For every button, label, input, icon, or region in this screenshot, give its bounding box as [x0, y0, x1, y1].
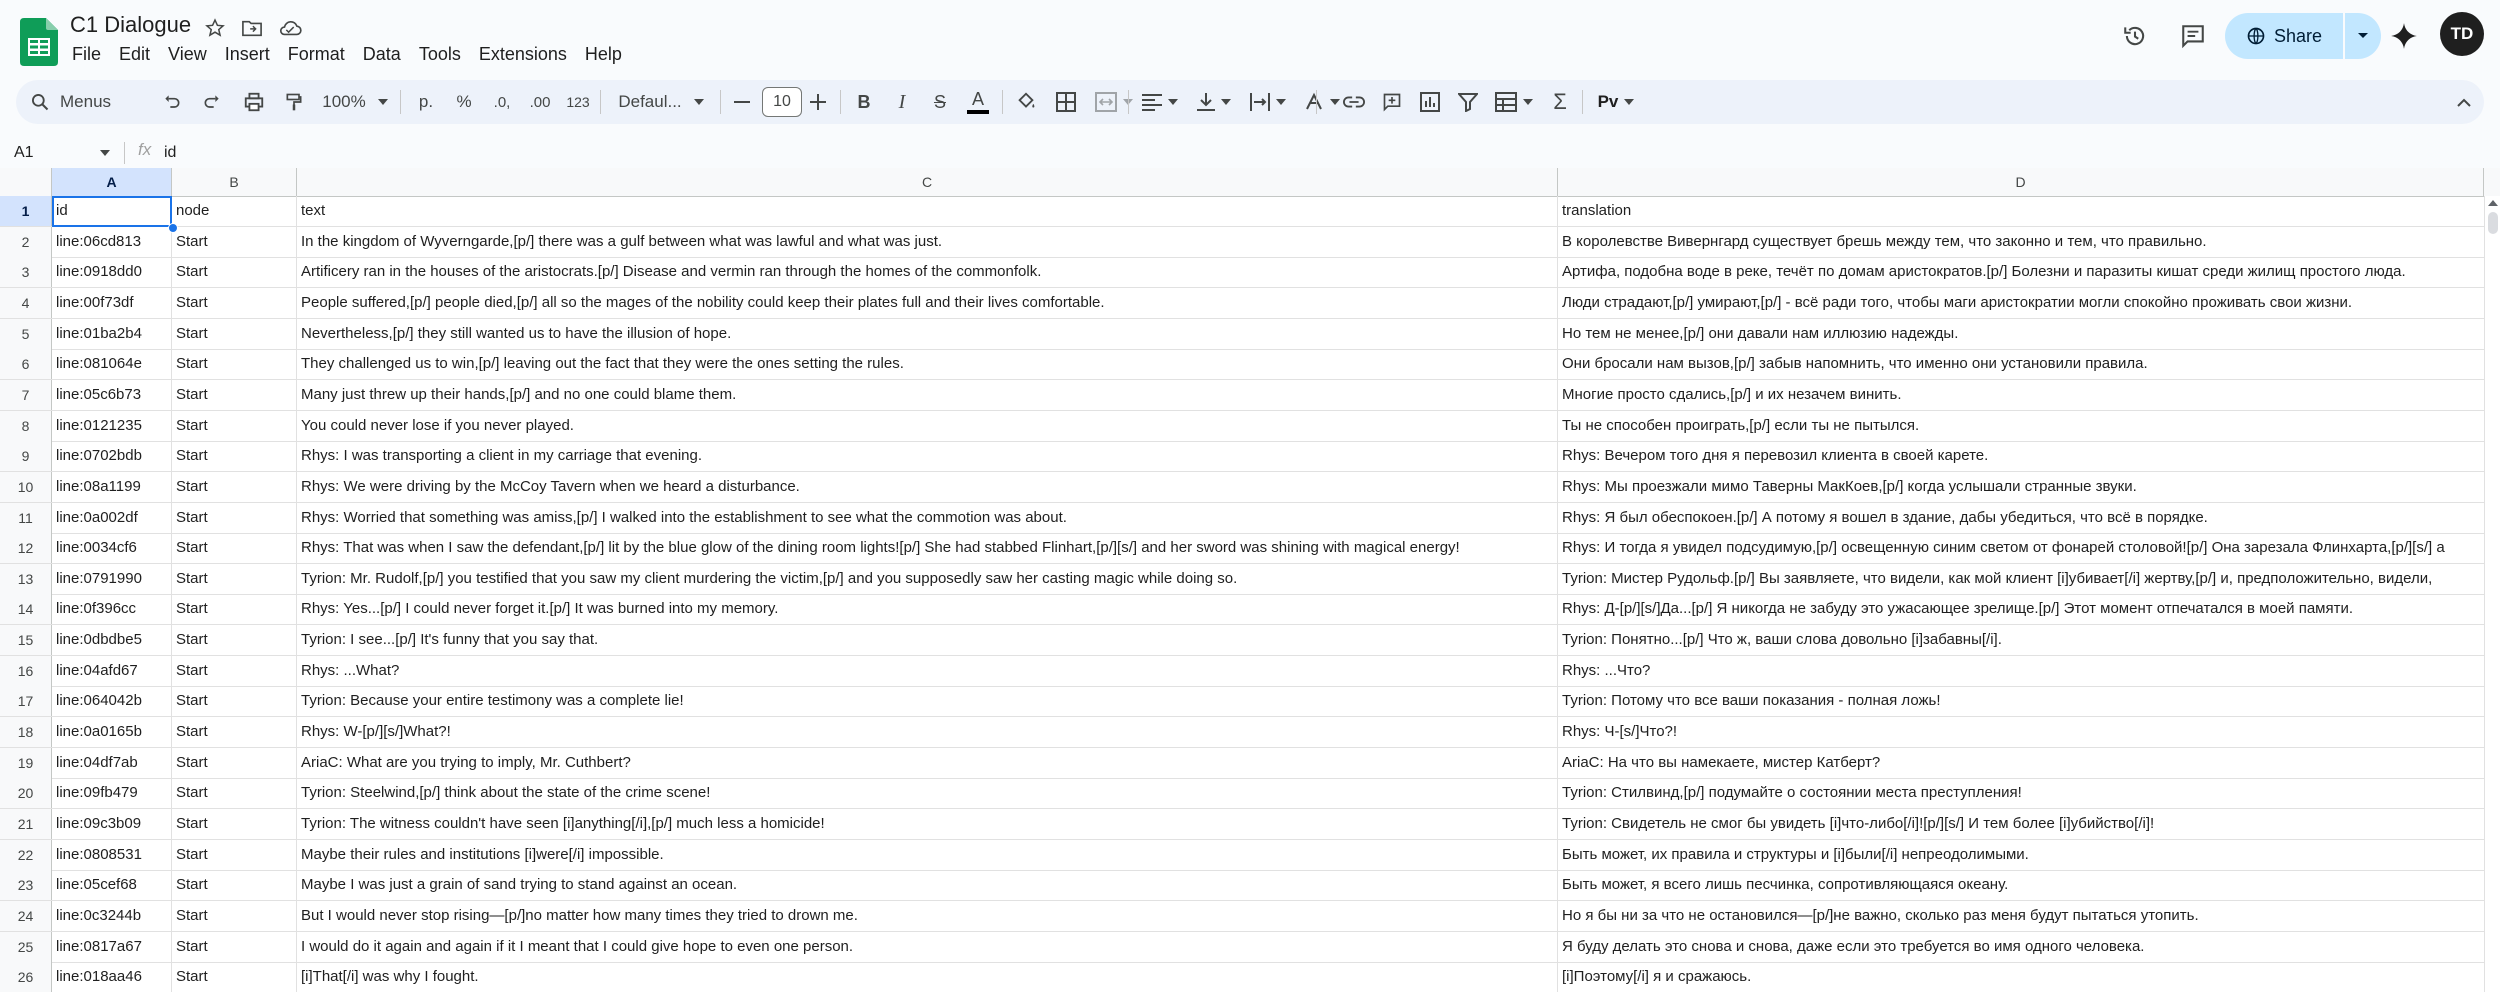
cell-text[interactable]: Many just threw up their hands,[p/] and no one could blame them.: [297, 380, 1558, 410]
cell-translation[interactable]: Многие просто сдались,[p/] и их незачем винить.: [1562, 385, 1902, 403]
table-row: [0, 962, 2484, 992]
font-family-select[interactable]: [606, 80, 716, 124]
cell-translation[interactable]: [i]Поэтому[/i] я и сражаюсь.: [1562, 968, 1752, 986]
cell-text[interactable]: AriaC: What are you trying to imply, Mr. Cuthbert?: [297, 748, 1558, 778]
toolbar-divider: [1582, 90, 1583, 114]
row-number[interactable]: 16: [0, 656, 52, 686]
cell-text[interactable]: Maybe their rules and institutions [i]were[/i] impossible.: [297, 840, 1558, 870]
table-row: [0, 686, 2484, 717]
sheets-logo-icon[interactable]: [20, 18, 58, 66]
row-number[interactable]: 14: [0, 594, 52, 624]
cell-translation[interactable]: Tyrion: Понятно...[p/] Что ж, ваши слова довольно [i]забавны[/i].: [1562, 631, 2002, 649]
cell-id[interactable]: line:06cd813: [52, 227, 172, 257]
cell-text[interactable]: Rhys: That was when I saw the defendant,[p/] lit by the blue glow of the dining room lights![p/] She had stabbed Flinhart,[p/][s/] and her sword was shining with magical energy!: [297, 533, 1558, 563]
zoom-select[interactable]: [314, 80, 396, 124]
row-number[interactable]: 3: [0, 257, 52, 287]
row-number[interactable]: 8: [0, 411, 52, 441]
toolbar: [16, 80, 2484, 124]
cell-translation[interactable]: Артифа, подобна воде в реке, течёт по домам аристократов.[p/] Болезни и паразиты кишат среди жилищ простого люда.: [1562, 263, 2406, 281]
cell-id[interactable]: line:0791990: [52, 564, 172, 594]
cell-node[interactable]: Start: [172, 932, 297, 962]
cell-id[interactable]: line:04afd67: [52, 656, 172, 686]
fill-handle[interactable]: [168, 223, 178, 233]
row-number[interactable]: 22: [0, 840, 52, 870]
row-number[interactable]: 1: [0, 196, 52, 226]
cell-text[interactable]: Maybe I was just a grain of sand trying to stand against an ocean.: [297, 870, 1558, 900]
cell-text[interactable]: You could never lose if you never played.: [297, 411, 1558, 441]
cell-node[interactable]: Start: [172, 411, 297, 441]
horizontal-align-icon[interactable]: [1132, 80, 1188, 124]
menu-data[interactable]: Data: [362, 44, 401, 64]
table-row: [0, 870, 2484, 901]
cell-node[interactable]: Start: [172, 809, 297, 839]
cell-id[interactable]: line:09fb479: [52, 778, 172, 808]
table-row: [0, 901, 2484, 932]
row-number[interactable]: 6: [0, 349, 52, 379]
cell-translation[interactable]: Быть может, их правила и структуры и [i]были[/i] непреодолимыми.: [1562, 845, 2029, 863]
cell-node[interactable]: Start: [172, 472, 297, 502]
row-number[interactable]: 20: [0, 778, 52, 808]
cell-id[interactable]: line:0a0165b: [52, 717, 172, 747]
cell-text[interactable]: People suffered,[p/] people died,[p/] all so the mages of the nobility could keep their plates full and their lives comfortable.: [297, 288, 1558, 318]
table-row: [0, 288, 2484, 319]
cell-text[interactable]: Tyrion: I see...[p/] It's funny that you say that.: [297, 625, 1558, 655]
cell-text[interactable]: Rhys: Worried that something was amiss,[p/] I walked into the establishment to see what the commotion was about.: [297, 503, 1558, 533]
caret-down-icon: [378, 99, 388, 105]
menu-file[interactable]: File: [72, 44, 102, 64]
cell-id[interactable]: line:00f73df: [52, 288, 172, 318]
formula-input[interactable]: id: [164, 144, 177, 161]
table-row: [0, 809, 2484, 840]
cell-text[interactable]: Rhys: We were driving by the McCoy Tavern when we heard a disturbance.: [297, 472, 1558, 502]
fx-icon: fx: [138, 140, 152, 159]
decrease-decimal-button[interactable]: .0,: [493, 93, 511, 111]
cell-text[interactable]: Tyrion: Mr. Rudolf,[p/] you testified that you saw my client murdering the victim,[p/] and you supposedly saw her casting magic while doing so.: [297, 564, 1558, 594]
table-row: [0, 594, 2484, 625]
formula-bar-divider: [124, 142, 125, 164]
row-number[interactable]: 21: [0, 809, 52, 839]
cell-translation[interactable]: Люди страдают,[p/] умирают,[p/] - всё ради того, чтобы маги аристократии могли спокойно проживать свои жизни.: [1562, 293, 2353, 311]
table-row: [0, 227, 2484, 258]
undo-icon[interactable]: [152, 80, 192, 124]
move-folder-icon[interactable]: [240, 16, 264, 40]
fill-color-icon[interactable]: [1006, 80, 1046, 124]
font-size-increase-icon[interactable]: [800, 80, 836, 124]
select-all-corner[interactable]: [0, 168, 52, 196]
cell-text[interactable]: Tyrion: Steelwind,[p/] think about the state of the crime scene!: [297, 778, 1558, 808]
cell-node[interactable]: node: [172, 196, 297, 226]
menu-tools[interactable]: Tools: [418, 44, 461, 64]
table-row: [0, 319, 2484, 350]
cell-text[interactable]: Rhys: Yes...[p/] I could never forget it.[p/] It was burned into my memory.: [297, 594, 1558, 624]
cell-id[interactable]: line:04df7ab: [52, 748, 172, 778]
globe-icon: [2246, 26, 2266, 46]
cell-text[interactable]: Artificery ran in the houses of the aristocrats.[p/] Disease and vermin ran through the homes of the commonfolk.: [297, 257, 1558, 287]
row-number[interactable]: 24: [0, 901, 52, 931]
cell-id[interactable]: line:01ba2b4: [52, 319, 172, 349]
table-row: [0, 472, 2484, 503]
cell-translation[interactable]: Rhys: И тогда я увидел подсудимую,[p/] освещенную синим светом от фонарей столовой![p/] Она зарезала Флинхарта,[p/][s/] а: [1562, 539, 2445, 557]
cell-translation[interactable]: Я буду делать это снова и снова, даже если это требуется во имя одного человека.: [1562, 937, 2145, 955]
row-number[interactable]: 13: [0, 564, 52, 594]
share-dropdown-button[interactable]: [2345, 13, 2381, 59]
cell-translation[interactable]: Tyrion: Мистер Рудольф.[p/] Вы заявляете, что видели, как мой клиент [i]убивает[/i] жертву,[p/] и, предположительно, видели,: [1562, 569, 2433, 587]
cell-node[interactable]: Start: [172, 870, 297, 900]
cell-node[interactable]: Start: [172, 656, 297, 686]
cell-id[interactable]: line:0121235: [52, 411, 172, 441]
cell-id[interactable]: line:0f396cc: [52, 594, 172, 624]
user-avatar[interactable]: TD: [2440, 12, 2484, 56]
row-number[interactable]: 26: [0, 962, 52, 992]
cell-id[interactable]: line:08a1199: [52, 472, 172, 502]
table-row: [0, 349, 2484, 380]
cell-node[interactable]: Start: [172, 717, 297, 747]
table-row: [0, 717, 2484, 748]
cell-translation[interactable]: В королевстве Вивернгард существует брешь между тем, что законно и тем, что правильно.: [1562, 232, 2207, 250]
row-number[interactable]: 15: [0, 625, 52, 655]
toolbar-divider: [720, 90, 721, 114]
cell-text[interactable]: I would do it again and again if it I meant that I could give hope to even one person.: [297, 932, 1558, 962]
cell-translation[interactable]: Но тем не менее,[p/] они давали нам иллюзию надежды.: [1562, 324, 1959, 342]
font-size-decrease-icon[interactable]: [724, 80, 760, 124]
document-title[interactable]: C1 Dialogue: [70, 12, 192, 37]
cell-id[interactable]: line:0dbdbe5: [52, 625, 172, 655]
caret-down-icon: [694, 99, 704, 105]
cell-text[interactable]: Tyrion: The witness couldn't have seen [i]anything[/i],[p/] much less a homicide!: [297, 809, 1558, 839]
name-box-value: A1: [14, 144, 34, 161]
toolbar-divider: [1002, 90, 1003, 114]
cell-translation[interactable]: Быть может, я всего лишь песчинка, сопротивляющаяся океану.: [1562, 876, 2009, 894]
row-number[interactable]: 9: [0, 441, 52, 471]
star-icon[interactable]: [203, 16, 227, 40]
cell-id[interactable]: line:09c3b09: [52, 809, 172, 839]
toolbar-divider: [840, 90, 841, 114]
table-row: [0, 503, 2484, 534]
cell-translation[interactable]: Tyrion: Потому что все ваши показания - полная ложь!: [1562, 692, 1941, 710]
borders-icon[interactable]: [1046, 80, 1086, 124]
version-history-icon[interactable]: [2115, 16, 2155, 56]
cell-id[interactable]: line:0918dd0: [52, 257, 172, 287]
row-number[interactable]: 18: [0, 717, 52, 747]
font-size-input[interactable]: 10: [762, 87, 802, 117]
cell-translation[interactable]: Rhys: Д-[p/][s/]Да...[p/] Я никогда не забуду это ужасающее зрелище.[p/] Этот момент отпечатался в моей памяти.: [1562, 600, 2354, 618]
cell-id[interactable]: line:0c3244b: [52, 901, 172, 931]
search-menus[interactable]: [30, 80, 150, 124]
cell-node[interactable]: Start: [172, 778, 297, 808]
print-icon[interactable]: [234, 80, 274, 124]
column-header-d[interactable]: D: [1558, 168, 2484, 196]
strikethrough-icon[interactable]: S: [933, 91, 946, 112]
cell-node[interactable]: Start: [172, 686, 297, 716]
font-size-input-wrap: [762, 80, 802, 124]
text-wrapping-icon[interactable]: [1240, 80, 1296, 124]
comments-icon[interactable]: [2173, 16, 2213, 56]
column-headers: [0, 168, 2500, 197]
row-number[interactable]: 19: [0, 748, 52, 778]
search-icon: [30, 92, 50, 112]
toolbar-divider: [1316, 90, 1317, 114]
row-number[interactable]: 11: [0, 503, 52, 533]
bold-icon[interactable]: B: [857, 91, 871, 112]
filter-icon[interactable]: [1448, 80, 1488, 124]
cell-node[interactable]: Start: [172, 564, 297, 594]
font-family-value: Defaul...: [618, 92, 682, 111]
name-box[interactable]: [14, 140, 114, 166]
menu-format[interactable]: Format: [287, 44, 345, 64]
cell-text[interactable]: In the kingdom of Wyverngarde,[p/] there was a gulf between what was lawful and what was just.: [297, 227, 1558, 257]
menu-edit[interactable]: Edit: [119, 44, 151, 64]
menu-bar: [70, 42, 631, 66]
cell-translation[interactable]: Tyrion: Свидетель не смог бы увидеть [i]что-либо[/i]![p/][s/] И тем более [i]убийство[/i]!: [1562, 815, 2155, 832]
cell-node[interactable]: Start: [172, 441, 297, 471]
cell-translation[interactable]: Tyrion: Стилвинд,[p/] подумайте о состоянии места преступления!: [1562, 784, 2022, 802]
scroll-up-icon[interactable]: [2488, 200, 2498, 206]
cell-id[interactable]: line:081064e: [52, 349, 172, 379]
table-row: [0, 380, 2484, 411]
cell-text[interactable]: Tyrion: Because your entire testimony was a complete lie!: [297, 686, 1558, 716]
hide-menus-chevron-up-icon[interactable]: [2444, 80, 2484, 124]
functions-icon[interactable]: Σ: [1553, 89, 1567, 114]
cell-translation[interactable]: Они бросали нам вызов,[p/] забыв напомнить, что именно они установили правила.: [1562, 355, 2148, 373]
cell-node[interactable]: Start: [172, 748, 297, 778]
toolbar-divider: [600, 90, 601, 114]
cell-id[interactable]: line:05c6b73: [52, 380, 172, 410]
cell-translation[interactable]: Rhys: ...Что?: [1562, 661, 1651, 679]
row-number[interactable]: 4: [0, 288, 52, 318]
cell-translation[interactable]: Rhys: Вечером того дня я перевозил клиента в своей карете.: [1562, 447, 1989, 465]
cell-translation[interactable]: Но я бы ни за что не остановился—[p/]не важно, сколько раз меня будут пытаться утопить.: [1562, 906, 2199, 924]
table-row: [0, 656, 2484, 687]
toolbar-divider: [400, 90, 401, 114]
table-row: [0, 748, 2484, 779]
paint-format-icon[interactable]: [274, 80, 314, 124]
format-percent-button[interactable]: %: [456, 92, 472, 111]
table-row: [0, 441, 2484, 472]
cell-text[interactable]: But I would never stop rising—[p/]no matter how many times they tried to drown me.: [297, 901, 1558, 931]
cell-node[interactable]: Start: [172, 840, 297, 870]
vertical-align-icon[interactable]: [1186, 80, 1242, 124]
cell-translation[interactable]: Rhys: Мы проезжали мимо Таверны МакКоев,[p/] когда услышали странные звуки.: [1562, 477, 2137, 495]
table-row: [0, 625, 2484, 656]
row-number[interactable]: 5: [0, 319, 52, 349]
cell-node[interactable]: Start: [172, 594, 297, 624]
cell-text[interactable]: Rhys: I was transporting a client in my carriage that evening.: [297, 441, 1558, 471]
cell-translation[interactable]: Ты не способен проиграть,[p/] если ты не пытылся.: [1562, 416, 1920, 434]
vertical-scrollbar[interactable]: [2484, 196, 2500, 992]
menu-view[interactable]: View: [168, 44, 207, 64]
cell-text[interactable]: [i]That[/i] was why I fought.: [297, 962, 1558, 992]
share-button[interactable]: [2225, 13, 2343, 59]
cell-id[interactable]: line:05cef68: [52, 870, 172, 900]
text-color-icon[interactable]: A: [958, 80, 998, 124]
cell-translation[interactable]: Rhys: Ч-[s/]Что?!: [1562, 723, 1678, 741]
scrollbar-thumb[interactable]: [2488, 212, 2498, 234]
gemini-icon[interactable]: [2384, 16, 2424, 56]
filter-views-icon[interactable]: [1486, 80, 1542, 124]
cell-text[interactable]: text: [297, 196, 1558, 226]
row-number[interactable]: 10: [0, 472, 52, 502]
cell-id[interactable]: line:0817a67: [52, 932, 172, 962]
cell-id[interactable]: line:0702bdb: [52, 441, 172, 471]
caret-down-icon: [100, 150, 110, 156]
search-menus-label: Menus: [60, 92, 112, 111]
table-row: [0, 257, 2484, 288]
cell-id[interactable]: line:0808531: [52, 840, 172, 870]
cell-text[interactable]: Rhys: W-[p/][s/]What?!: [297, 717, 1558, 747]
row-number[interactable]: 17: [0, 686, 52, 716]
plugin-icon[interactable]: Pv: [1586, 80, 1646, 124]
table-row: [0, 932, 2484, 963]
table-row: [0, 411, 2484, 442]
cell-node[interactable]: Start: [172, 901, 297, 931]
insert-chart-icon[interactable]: [1410, 80, 1450, 124]
cell-text[interactable]: Nevertheless,[p/] they still wanted us to have the illusion of hope.: [297, 319, 1558, 349]
cell-node[interactable]: Start: [172, 380, 297, 410]
toolbar-divider: [1128, 90, 1129, 114]
cell-node[interactable]: Start: [172, 533, 297, 563]
spreadsheet-grid: [0, 168, 2500, 992]
caret-down-icon: [2357, 32, 2369, 40]
cell-text[interactable]: Rhys: ...What?: [297, 656, 1558, 686]
cell-node[interactable]: Start: [172, 625, 297, 655]
redo-icon[interactable]: [192, 80, 232, 124]
zoom-value: 100%: [322, 92, 366, 111]
insert-comment-icon[interactable]: [1372, 80, 1412, 124]
cell-translation[interactable]: Rhys: Я был обеспокоен.[p/] А потому я вошел в здание, дабы убедиться, что всё в порядке.: [1562, 508, 2208, 526]
cell-node[interactable]: Start: [172, 319, 297, 349]
table-row: [0, 196, 2484, 227]
insert-link-icon[interactable]: [1334, 80, 1374, 124]
cell-id[interactable]: line:0034cf6: [52, 533, 172, 563]
cell-node[interactable]: Start: [172, 227, 297, 257]
cloud-saved-icon[interactable]: [278, 16, 302, 40]
cell-id[interactable]: line:064042b: [52, 686, 172, 716]
row-number[interactable]: 25: [0, 932, 52, 962]
table-row: [0, 840, 2484, 871]
table-row: [0, 533, 2484, 564]
cell-node[interactable]: Start: [172, 962, 297, 992]
menu-insert[interactable]: Insert: [224, 44, 270, 64]
cell-translation[interactable]: translation: [1562, 202, 1632, 219]
table-row: [0, 778, 2484, 809]
row-number[interactable]: 23: [0, 870, 52, 900]
cell-id[interactable]: id: [52, 196, 172, 226]
format-currency-button[interactable]: р.: [418, 92, 434, 111]
cell-node[interactable]: Start: [172, 257, 297, 287]
cell-node[interactable]: Start: [172, 288, 297, 318]
more-formats-button[interactable]: 123: [566, 94, 590, 110]
cell-node[interactable]: Start: [172, 503, 297, 533]
cell-id[interactable]: line:018aa46: [52, 962, 172, 992]
row-number[interactable]: 7: [0, 380, 52, 410]
column-header-b[interactable]: B: [172, 168, 297, 196]
cell-node[interactable]: Start: [172, 349, 297, 379]
cell-id[interactable]: line:0a002df: [52, 503, 172, 533]
cell-text[interactable]: They challenged us to win,[p/] leaving out the fact that they were the ones setting the rules.: [297, 349, 1558, 379]
increase-decimal-button[interactable]: .00: [529, 93, 551, 111]
column-header-c[interactable]: C: [297, 168, 1558, 196]
cell-translation[interactable]: AriaC: На что вы намекаете, мистер Катберт?: [1562, 753, 1881, 771]
row-number[interactable]: 2: [0, 227, 52, 257]
column-header-a[interactable]: A: [52, 168, 172, 196]
row-number[interactable]: 12: [0, 533, 52, 563]
italic-icon[interactable]: I: [898, 90, 906, 113]
menu-extensions[interactable]: Extensions: [478, 44, 567, 64]
share-label: Share: [2273, 25, 2323, 46]
table-row: [0, 564, 2484, 595]
menu-help[interactable]: Help: [584, 44, 622, 64]
